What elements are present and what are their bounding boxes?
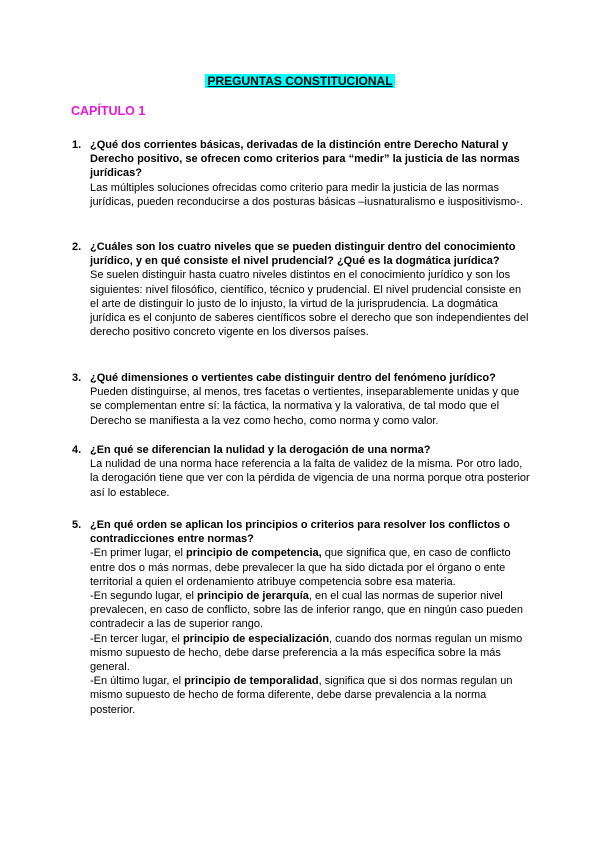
question-item [72, 371, 530, 428]
principle-name: principio de jerarquía [197, 590, 309, 603]
answer-text: , cuando dos normas regulan un mismo mismo supuesto de hecho, debe darse preferencia a la más específica sobre la más general. [90, 632, 523, 674]
title-container [0, 72, 600, 90]
page-title: PREGUNTAS CONSTITUCIONAL [207, 74, 393, 88]
question-number: 2. [72, 241, 82, 253]
answer-text: , en el cual las normas de superior nivel prevalecen, en caso de conflicto, sobre las de inferior rango, que en ningún caso pueden contradecir a las de superior rango. [90, 590, 523, 631]
question-item [72, 443, 530, 500]
answer-text: Pueden distinguirse, al menos, tres facetas o vertientes, inseparablemente unidas y que se complementan entre sí: la fáctica, la normativa y la valorativa, de tal modo que el Derecho se manifiesta a la vez como hecho, como norma y como valor. [90, 386, 520, 427]
question-item [72, 138, 530, 209]
question-number: 4. [72, 444, 82, 456]
answer-paragraph-jerarquia [90, 589, 530, 632]
answer-text: -En segundo lugar, el [90, 590, 198, 603]
answer-paragraph-competencia [90, 546, 530, 589]
answer-text: -En primer lugar, el [90, 547, 186, 560]
question-text: ¿Cuáles son los cuatro niveles que se pueden distinguir dentro del conocimiento jurídico, y en qué consiste el nivel prudencial? ¿Qué es la dogmática jurídica? [90, 241, 516, 268]
question-item [72, 518, 530, 717]
question-number: 3. [72, 372, 82, 384]
answer-paragraph-temporalidad [90, 674, 530, 717]
question-number: 5. [72, 519, 82, 531]
answer-paragraph-especializacion [90, 632, 530, 675]
answer-text: La nulidad de una norma hace referencia a la falta de validez de la misma. Por otro lado, la derogación tiene que ver con la pérdida de vigencia de una norma porque otra posterior así lo establece. [90, 458, 530, 499]
answer-text: que significa que, en caso de conflicto entre dos o más normas, debe prevalecer la que ha sido dictada por el órgano o ente territorial a quien el ordenamiento atribuye competencia sobre esa materia. [90, 547, 511, 588]
question-text: ¿Qué dimensiones o vertientes cabe distinguir dentro del fenómeno jurídico? [90, 372, 496, 384]
principle-name: principio de especialización [182, 632, 330, 645]
question-text: ¿Qué dos corrientes básicas, derivadas de la distinción entre Derecho Natural y Derecho positivo, se ofrecen como criterios para “medir” la justicia de las normas jurídicas? [90, 139, 520, 180]
question-text: ¿En qué orden se aplican los principios o criterios para resolver los conflictos o contradicciones entre normas? [90, 519, 510, 546]
answer-text: -En último lugar, el [90, 675, 185, 688]
question-number: 1. [72, 139, 82, 151]
principle-name: principio de temporalidad [184, 675, 319, 688]
question-item [72, 240, 530, 339]
chapter-heading: CAPÍTULO 1 [71, 104, 146, 118]
answer-text: -En tercer lugar, el [90, 632, 183, 645]
answer-text: Se suelen distinguir hasta cuatro niveles distintos en el conocimiento jurídico y son los siguientes: nivel filosófico, científico, técnico y prudencial. El nivel prudencial consiste en el arte de distinguir lo justo de lo injusto, la virtud de la jurisprudencia. La dogmática jurídica es el conjunto de saberes científicos sobre el derecho que son independientes del derecho positivo concreto vigente en los diversos países. [90, 269, 529, 339]
question-text: ¿En qué se diferencian la nulidad y la derogación de una norma? [90, 444, 431, 456]
principle-name: principio de competencia, [185, 547, 322, 560]
answer-text: Las múltiples soluciones ofrecidas como criterio para medir la justicia de las normas jurídicas, pueden reconducirse a dos posturas básicas –iusnaturalismo e iuspositivismo-. [90, 181, 523, 208]
answer-text: , significa que si dos normas regulan un mismo supuesto de hecho de forma diferente, debe darse prevalencia a la norma posterior. [90, 675, 513, 716]
